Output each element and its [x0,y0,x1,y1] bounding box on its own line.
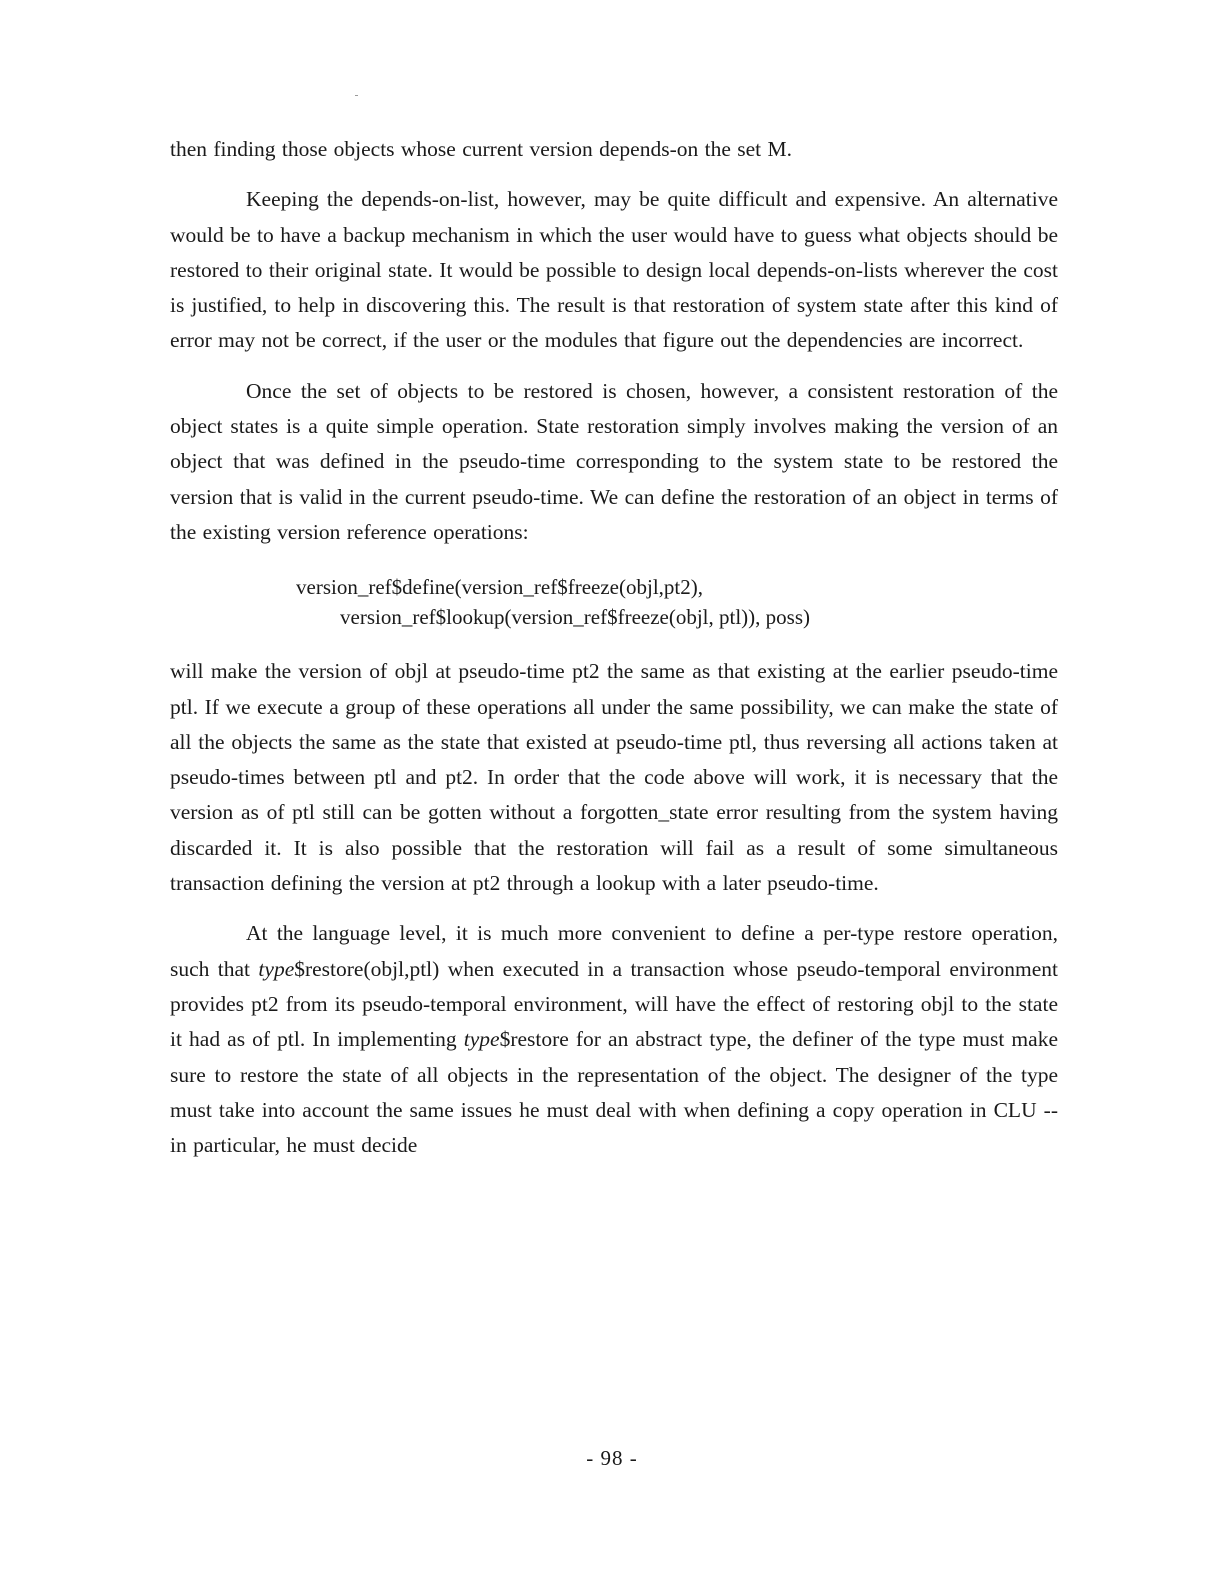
paragraph-depends-on-list: Keeping the depends-on-list, however, may be quite difficult and expensive. An alternative would be to have a backup mechanism in which the user would have to guess what objects should be restored to their original state. It would be possible to design local depends-on-lists wherever the cost is justified, to help in discovering this. The result is that restoration of system state after this kind of error may not be correct, if the user or the modules that figure out the dependencies are incorrect. [170,187,1058,353]
page-body [170,132,1058,1163]
paragraph-language-level: At the language level, it is much more convenient to define a per-type restore operation, such that type$restore(objl,ptl) when executed in a transaction whose pseudo-temporal environment provides pt2 from its pseudo-temporal environment, will have the effect of restoring objl to the state it had as of ptl. In implementing type$restore for an abstract type, the definer of the type must make sure to restore the state of all objects in the representation of the object. The designer of the type must take into account the same issues he must deal with when defining a copy operation in CLU -- in particular, he must decide [170,921,1058,1158]
paragraph-continuation: then finding those objects whose current version depends-on the set M. [170,137,793,161]
italic-type-2: type [463,1027,500,1052]
code-line-1: version_ref$define(version_ref$freeze(objl,pt2), [296,575,703,600]
paragraph-code-explanation: will make the version of objl at pseudo-time pt2 the same as that existing at the earlier pseudo-time ptl. If we execute a group of these operations all under the same possibility, we can make the state of all the objects the same as the state that existed at pseudo-time ptl, thus reversing all actions taken at pseudo-times between ptl and pt2. In order that the code above will work, it is necessary that the version as of ptl still can be gotten without a forgotten_state error resulting from the system having discarded it. It is also possible that the restoration will fail as a result of some simultaneous transaction defining the version at pt2 through a lookup with a later pseudo-time. [170,659,1058,896]
paragraph-restoration: Once the set of objects to be restored is chosen, however, a consistent restoration of the object states is a quite simple operation. State restoration simply involves making the version of an object that was defined in the pseudo-time corresponding to the system state to be restored the version that is valid in the current pseudo-time. We can define the restoration of an object in terms of the existing version reference operations: [170,378,1058,544]
italic-type-1: type [258,956,295,981]
scan-speck [355,95,358,96]
code-block [170,572,1058,632]
page-number: - 98 - [586,1446,638,1470]
code-line-2: version_ref$lookup(version_ref$freeze(objl, ptl)), poss) [340,605,811,630]
